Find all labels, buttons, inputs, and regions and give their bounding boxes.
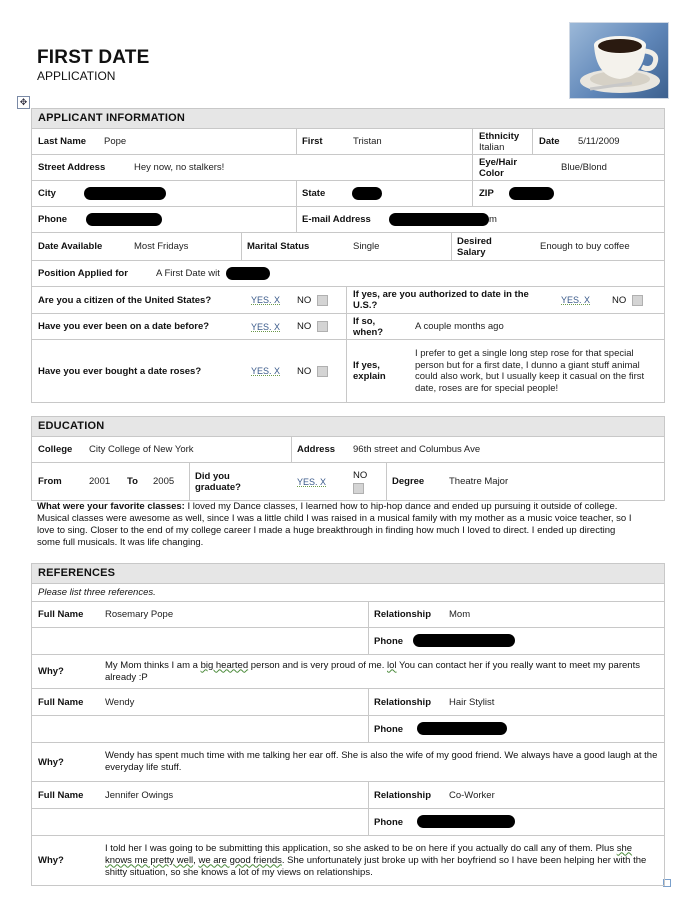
if-yes-explain-label: If yes, explain [353,360,386,382]
zip-label: ZIP [479,188,494,199]
college-label: College [38,444,73,455]
phone-label: Phone [38,214,68,225]
date-value[interactable]: 5/11/2009 [578,136,620,147]
reference-3-relationship[interactable]: Co-Worker [449,789,495,801]
last-name-label: Last Name [38,136,87,147]
reference-2-relationship[interactable]: Hair Stylist [449,696,495,708]
redacted-position [226,267,270,280]
eye-hair-value[interactable]: Blue/Blond [561,162,607,173]
graduate-question: Did you graduate? [195,470,241,493]
education-section [31,416,665,501]
ethnicity-value[interactable]: Italian [479,141,505,153]
street-value[interactable]: Hey now, no stalkers! [134,162,225,173]
roses-question: Have you ever bought a date roses? [38,365,202,377]
full-name-label: Full Name [38,789,84,801]
table-move-handle[interactable]: ✥ [17,96,30,109]
to-value[interactable]: 2005 [153,476,175,487]
marital-status-label: Marital Status [247,241,310,252]
graduate-no-checkbox[interactable] [353,483,364,494]
favorite-classes-text[interactable]: I loved my Dance classes, I learned how to hip-hop dance and ended up pursuing it outside of college. Musical classes were awesome as well, since I was a little child I was raised in a musical family with my mother as a music voice teacher, so I love to sing. Closer to the end of my college career I made a huge breakthrough in finding how much I loved to direct. I ended up directing some full musicals. It was life changing. [37,501,632,548]
reference-1-name[interactable]: Rosemary Pope [105,609,174,620]
first-name-value[interactable]: Tristan [353,136,382,147]
redacted-reference-2-phone [417,722,507,735]
reference-1-why[interactable]: My Mom thinks I am a big hearted person and is very proud of me. lol You can contact her if you really want to meet my parents already :P [105,659,640,683]
reference-1-why-row [32,655,664,689]
if-so-when-label: If so, when? [353,315,384,338]
full-name-label: Full Name [38,696,84,708]
reference-2-why-row [32,743,664,782]
been-on-date-no-label: NO [297,321,312,332]
reference-3-name-row [32,782,664,809]
references-note-row [32,584,664,602]
desired-salary-label: Desired Salary [457,235,492,258]
applicant-information-section [31,108,665,403]
address-value[interactable]: 96th street and Columbus Ave [353,444,481,455]
why-label: Why? [38,855,64,866]
date-label: Date [539,136,560,147]
street-label: Street Address [38,162,106,173]
been-on-date-row [32,314,664,340]
name-row [32,129,664,155]
college-value[interactable]: City College of New York [89,444,194,455]
email-value-tail[interactable]: m [489,214,497,225]
college-row [32,437,664,463]
authorized-no-checkbox[interactable] [632,295,643,306]
redacted-reference-1-phone [413,634,515,647]
graduate-no-label: NO [353,469,368,481]
street-row [32,155,664,181]
date-available-value[interactable]: Most Fridays [134,241,189,252]
why-label: Why? [38,666,64,677]
reference-3-name[interactable]: Jennifer Owings [105,789,174,801]
reference-1-name-row [32,602,664,628]
address-label: Address [297,444,336,455]
date-available-label: Date Available [38,241,103,252]
eye-hair-label: Eye/Hair Color [479,156,518,179]
position-value[interactable]: A First Date wit [156,268,220,279]
citizen-question: Are you a citizen of the United States? [38,294,212,306]
section-header: REFERENCES [32,564,664,584]
last-name-value[interactable]: Pope [104,136,127,147]
redacted-reference-3-phone [417,815,515,828]
city-row [32,181,664,207]
degree-label: Degree [392,476,425,487]
phone-row [32,207,664,233]
roses-no-checkbox[interactable] [317,366,328,377]
reference-3-why[interactable]: I told her I was going to be submitting this application, so she asked to be on here if you actually do call any of them. Plus she knows me pretty well, we are good friends. She unfortunately just broke up with her boyfriend so I have been helping her with the shitty situation, so she knows a lot of my views on relationships. [105,842,647,878]
availability-row [32,233,664,261]
roses-explanation[interactable]: I prefer to get a single long step rose for that special person but for a first date, I dunno a giant stuff animal could also work, but I usually keep it casual on the first date, roses are for special people! [415,348,645,394]
first-name-label: First [302,136,323,147]
references-section [31,563,665,886]
reference-2-name-row [32,689,664,716]
to-label: To [127,476,138,487]
reference-1-phone-row [32,628,664,655]
reference-3-why-row [32,836,664,885]
favorite-classes-label: What were your favorite classes: [37,501,185,512]
phone-label: Phone [374,635,404,647]
been-on-date-no-checkbox[interactable] [317,321,328,332]
relationship-label: Relationship [374,609,432,620]
position-label: Position Applied for [38,268,128,279]
redacted-state [352,187,382,200]
been-on-date-yes-option[interactable]: YES. X [251,321,281,332]
reference-3-phone-row [32,809,664,836]
authorized-yes-option[interactable]: YES. X [561,295,591,305]
redacted-city [84,187,166,200]
full-name-label: Full Name [38,609,84,620]
from-value[interactable]: 2001 [89,476,111,487]
graduate-yes-option[interactable]: YES. X [297,476,327,487]
reference-2-name[interactable]: Wendy [105,696,135,708]
redacted-phone [86,213,162,226]
authorized-question: If yes, are you authorized to date in the U.S.? [353,289,529,311]
form-title: FIRST DATE [37,47,150,68]
redacted-email [389,213,489,226]
been-on-date-question: Have you ever been on a date before? [38,321,210,332]
redacted-zip [509,187,554,200]
roses-no-label: NO [297,365,312,377]
phone-label: Phone [374,723,404,735]
from-label: From [38,476,62,487]
citizen-row [32,287,664,314]
marital-status-value[interactable]: Single [353,241,380,252]
citizen-no-checkbox[interactable] [317,295,328,306]
form-subtitle: APPLICATION [37,69,116,83]
desired-salary-value[interactable]: Enough to buy coffee [540,241,630,252]
section-header: APPLICANT INFORMATION [32,109,664,129]
citizen-yes-option[interactable]: YES. X [251,295,281,305]
reference-2-phone-row [32,716,664,743]
references-note: Please list three references. [38,587,156,598]
coffee-cup-image [569,22,669,99]
relationship-label: Relationship [374,789,432,801]
citizen-no-label: NO [297,294,312,306]
why-label: Why? [38,756,64,768]
section-header: EDUCATION [32,417,664,437]
relationship-label: Relationship [374,696,432,708]
state-label: State [302,188,326,199]
authorized-no-label: NO [612,294,627,306]
dates-row [32,463,664,500]
city-label: City [38,188,56,199]
position-row [32,261,664,287]
if-so-when-value[interactable]: A couple months ago [415,321,504,332]
roses-row [32,340,664,402]
roses-yes-option[interactable]: YES. X [251,366,281,376]
favorite-classes-paragraph[interactable] [37,501,637,549]
degree-value[interactable]: Theatre Major [449,476,509,487]
reference-1-relationship[interactable]: Mom [449,609,471,620]
ethnicity-label: Ethnicity [479,130,520,142]
reference-2-why[interactable]: Wendy has spent much time with me talking her ear off. She is also the wife of my good friend. We always have a good laugh at the everyday life stuff. [105,750,658,773]
phone-label: Phone [374,816,404,828]
email-label: E-mail Address [302,214,371,225]
